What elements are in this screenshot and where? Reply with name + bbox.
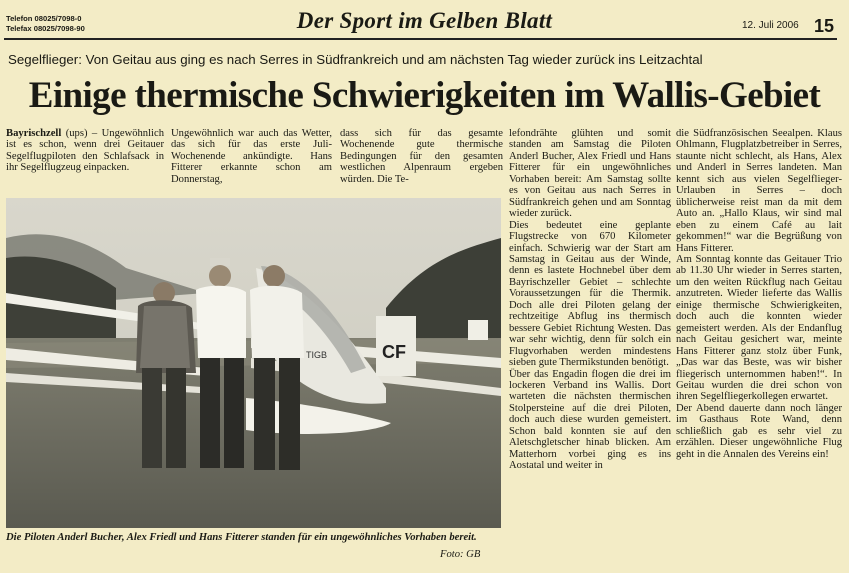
article-column-4 — [509, 128, 671, 472]
dateline: Bayrischzell — [6, 128, 62, 139]
article-column-5 — [676, 128, 842, 460]
masthead: Der Sport im Gelben Blatt — [296, 8, 553, 33]
glider-registration-small: TIGB — [306, 350, 328, 360]
glider-pilots-photo — [6, 198, 501, 528]
article-column-1 — [6, 128, 164, 174]
contact-phone: Telefon 08025/7098-0 — [6, 14, 82, 23]
article-kicker: Segelflieger: Von Geitau aus ging es nach Serres in Südfrankreich und am nächsten Tag wieder zurück ins Leitzachtal — [8, 52, 703, 67]
column-5-text-a: die Südfranzösischen Seealpen. Klaus Ohlmann, Flugplatzbetreiber in Serres, staunte nicht schlecht, als Hans, Alex und Anderl in Serres landeten. Man kennt sich aus vielen Segelflieger-Urlauben in Serres – doch üblicherweise reist man da mit dem Auto an. „Hallo Klaus, wir sind mal eben zu einem Café au lait gekommen!“ war die Begrüßung von Hans Fitterer. — [676, 128, 842, 254]
column-3-text: dass sich für das gesamte Wochenende gute thermische Bedingungen für den gesamten westlichen Alpenraum ergeben würden. Die Te- — [340, 128, 503, 185]
photo-credit: Foto: GB — [440, 549, 481, 560]
header-rule — [4, 38, 837, 40]
photo-caption: Die Piloten Anderl Bucher, Alex Friedl und Hans Fitterer standen für ein ungewöhnliches Vorhaben bereit. — [6, 532, 477, 543]
column-2-text: Ungewöhnlich war auch das Wetter, das sich für das erste Juli-Wochenende ankündigte. Hans Fitterer erkannte schon am Donnerstag, — [171, 128, 332, 185]
article-photo — [6, 198, 501, 528]
column-4-body-text: Dies bedeutet eine geplante Flugstrecke von 670 Kilometer einfach. Schwierig war der Start am Samstag in Geitau aus der Winde, denn es lastete Hochnebel über dem Bayrischzeller Gebiet – schlechte Voraussetzungen für die Thermik. Doch alle drei Piloten gelang der rechtzeitige Abflug ins thermisch bessere Gebiet Richtung Westen. Das war sehr wichtig, denn für solch ein Flugvorhaben werden mindestens sieben gute Thermikstunden benötigt. — [509, 219, 671, 369]
page-number: 15 — [814, 16, 835, 36]
column-1-text: (ups) – Ungewöhnlich ist es schon, wenn drei Geitauer Segelflugpiloten den Schlafsack in ihr Segelflugzeug einpacken. — [6, 128, 164, 174]
column-5-text-c: Der Abend dauerte dann noch länger im Gasthaus Rote Wand, denn schließlich gab es sehr viel zu erzählen. Dieser ungewöhnliche Flug geht in die Annalen des Vereins ein! — [676, 402, 842, 460]
column-4-top-text: lefondrähte glühten und somit standen am Samstag die Piloten Anderl Bucher, Alex Friedl und Hans Fitterer für ein ungewöhnliches Vorhaben bereit: Am Samstag sollte es von Geitau aus nach Serres in Südfrankreich gehen und am Sonntag wieder zurück. — [509, 128, 671, 220]
article-column-3 — [340, 128, 503, 185]
glider-registration: CF — [382, 342, 406, 362]
issue-date: 12. Juli 2006 — [742, 20, 799, 31]
column-4-body-text-2: Über das Engadin flogen die drei im lockeren Verband ins Wallis. Dort warteten die nächsten thermischen Stolpersteine auf die drei Piloten, doch auch diese wurden gemeistert. Schon bald konnten sie auf den Aletschgletscher hinab blicken. Am Matterhorn vorbei ging es ins Aostatal und weiter in — [509, 368, 671, 472]
contact-fax: Telefax 08025/7098-90 — [6, 24, 85, 33]
column-5-text-b: Am Sonntag konnte das Geitauer Trio ab 11.30 Uhr wieder in Serres starten, um den weiten Rückflug nach Geitau anzutreten. Wieder lieferte das Wallis einige thermische Schwierigkeiten, doch auch die konnten wieder gemeistert werden. Als der Endanflug nach Geitau gesichert war, meinte Hans Fitterer ganz stolz über Funk, „Das war das Beste, was wir bisher fliegerisch unternommen haben!“. In Geitau wurden die drei schon von ihren Segelfliegerkollegen erwartet. — [676, 253, 842, 403]
article-headline: Einige thermische Schwierigkeiten im Wallis-Gebiet — [28, 75, 821, 116]
article-column-2 — [171, 128, 332, 185]
